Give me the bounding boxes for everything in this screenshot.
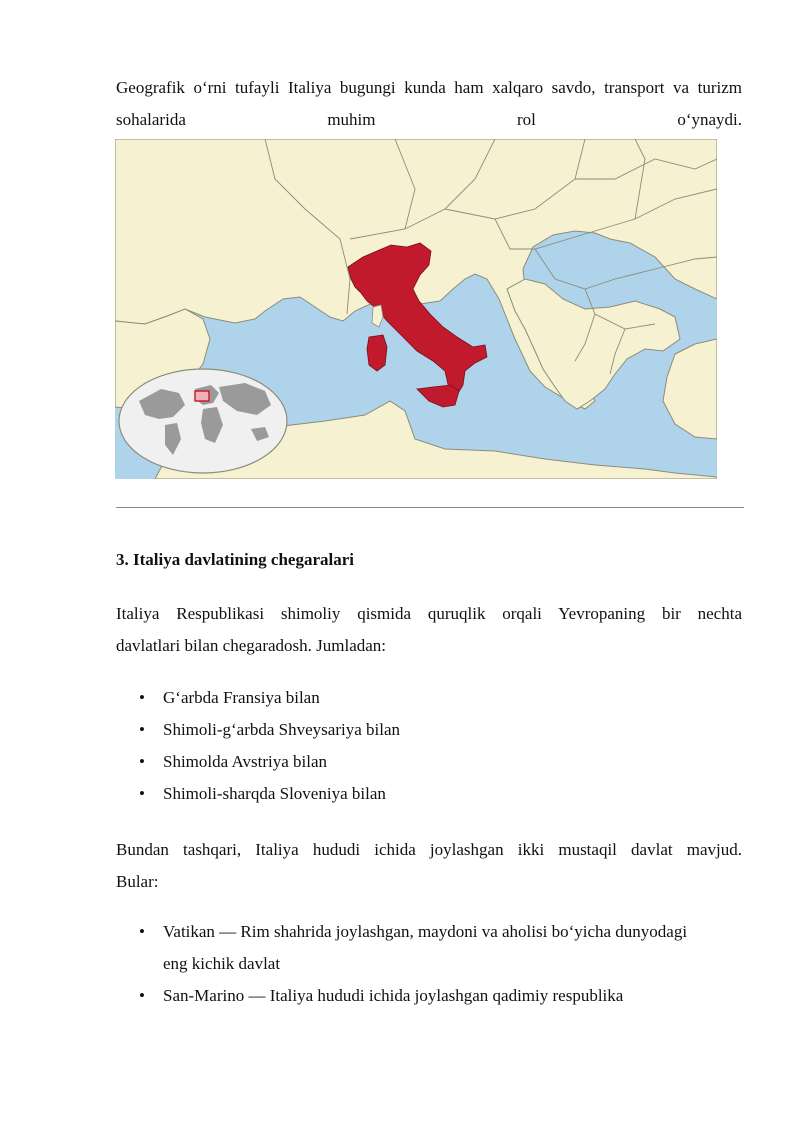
list-item <box>116 682 746 714</box>
intro-line-1: Geografik o‘rni tufayli Italiya bugungi kunda ham xalqaro savdo, transport va turizm <box>116 78 742 97</box>
bullet: • <box>139 922 145 941</box>
list-item <box>116 980 746 1012</box>
bullet: • <box>139 784 145 803</box>
list-item-text: Shimolda Avstriya bilan <box>163 752 328 771</box>
borders-intro-line-1: Italiya Respublikasi shimoliy qismida quruqlik orqali Yevropaning bir nechta <box>116 604 742 623</box>
map-inset-highlight <box>195 391 209 401</box>
states-list <box>116 916 746 1012</box>
list-item-text-cont: eng kichik davlat <box>163 954 281 973</box>
list-item-text: Shimoli-sharqda Sloveniya bilan <box>163 784 386 803</box>
list-item <box>116 746 746 778</box>
borders-list <box>116 682 746 810</box>
list-item <box>116 714 746 746</box>
list-item-text: Vatikan — Rim shahrida joylashgan, maydoni va aholisi bo‘yicha dunyodagi <box>163 922 688 941</box>
list-item <box>116 778 746 810</box>
bullet: • <box>139 720 145 739</box>
list-item <box>116 916 746 980</box>
intro-line-2: sohalarida muhim rol o‘ynaydi. <box>116 110 742 129</box>
bullet: • <box>139 986 145 1005</box>
map-italy-sardinia <box>367 335 387 371</box>
map-world-inset <box>119 369 287 473</box>
borders-intro-line-2: davlatlari bilan chegaradosh. Jumladan: <box>116 636 387 655</box>
bullet: • <box>139 688 145 707</box>
list-item-text: San-Marino — Italiya hududi ichida joylashgan qadimiy respublika <box>163 986 624 1005</box>
italy-location-map <box>115 139 717 479</box>
states-intro-line-1: Bundan tashqari, Italiya hududi ichida joylashgan ikki mustaqil davlat mavjud. <box>116 840 742 859</box>
section-heading: 3. Italiya davlatining chegaralari <box>116 550 354 569</box>
list-item-text: G‘arbda Fransiya bilan <box>163 688 320 707</box>
list-item-text: Shimoli-g‘arbda Shveysariya bilan <box>163 720 401 739</box>
section-divider <box>116 507 744 508</box>
states-intro-line-2: Bular: <box>116 872 159 891</box>
bullet: • <box>139 752 145 771</box>
